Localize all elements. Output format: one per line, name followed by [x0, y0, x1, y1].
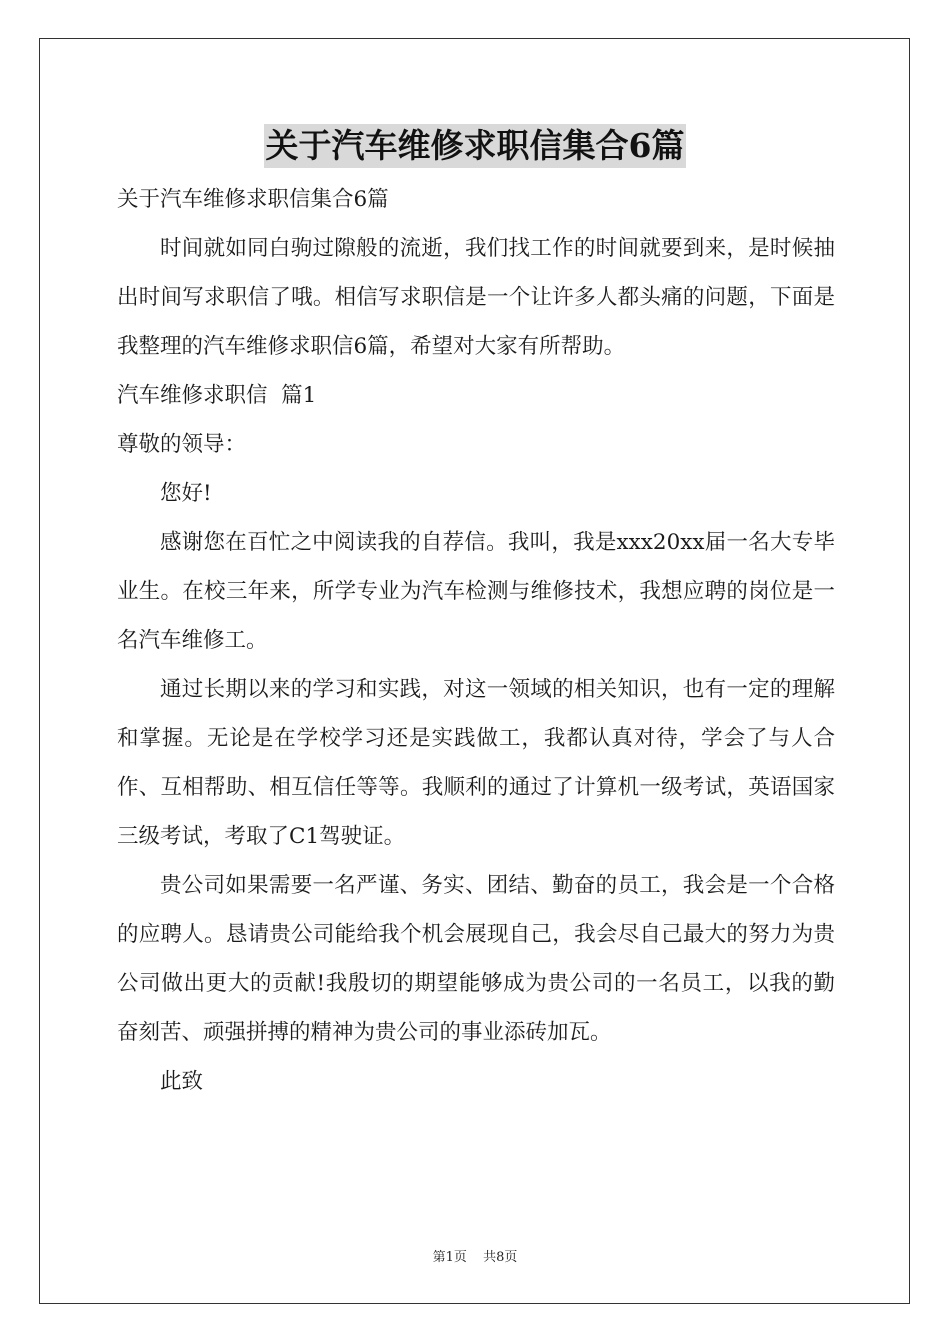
- paragraph-body-1: 感谢您在百忙之中阅读我的自荐信。我叫，我是xxx20xx届一名大专毕业生。在校三年来，所学专业为汽车检测与维修技术，我想应聘的岗位是一名汽车维修工。: [117, 530, 835, 653]
- greeting: 您好!: [160, 481, 212, 506]
- document-body: [117, 175, 835, 1106]
- closing: 此致: [160, 1069, 204, 1094]
- title-container: [0, 124, 950, 168]
- page-number-current: 第1页: [432, 1250, 467, 1265]
- section-heading: 汽车维修求职信 篇1: [117, 383, 317, 408]
- salutation: 尊敬的领导：: [117, 432, 247, 457]
- paragraph-subtitle: 关于汽车维修求职信集合6篇: [117, 187, 389, 212]
- document-title: 关于汽车维修求职信集合6篇: [264, 124, 687, 168]
- page-footer: [0, 1246, 950, 1265]
- paragraph-body-3: 贵公司如果需要一名严谨、务实、团结、勤奋的员工，我会是一个合格的应聘人。恳请贵公司能给我个机会展现自己，我会尽自己最大的努力为贵公司做出更大的贡献!我殷切的期望能够成为贵公司的一名员工，以我的勤奋刻苦、顽强拼搏的精神为贵公司的事业添砖加瓦。: [117, 873, 835, 1045]
- paragraph-intro: 时间就如同白驹过隙般的流逝，我们找工作的时间就要到来，是时候抽出时间写求职信了哦。相信写求职信是一个让许多人都头痛的问题，下面是我整理的汽车维修求职信6篇，希望对大家有所帮助。: [117, 236, 835, 359]
- paragraph-body-2: 通过长期以来的学习和实践，对这一领域的相关知识，也有一定的理解和掌握。无论是在学校学习还是实践做工，我都认真对待，学会了与人合作、互相帮助、相互信任等等。我顺利的通过了计算机一级考试，英语国家三级考试，考取了C1驾驶证。: [117, 677, 835, 849]
- page-number-total: 共8页: [483, 1250, 518, 1265]
